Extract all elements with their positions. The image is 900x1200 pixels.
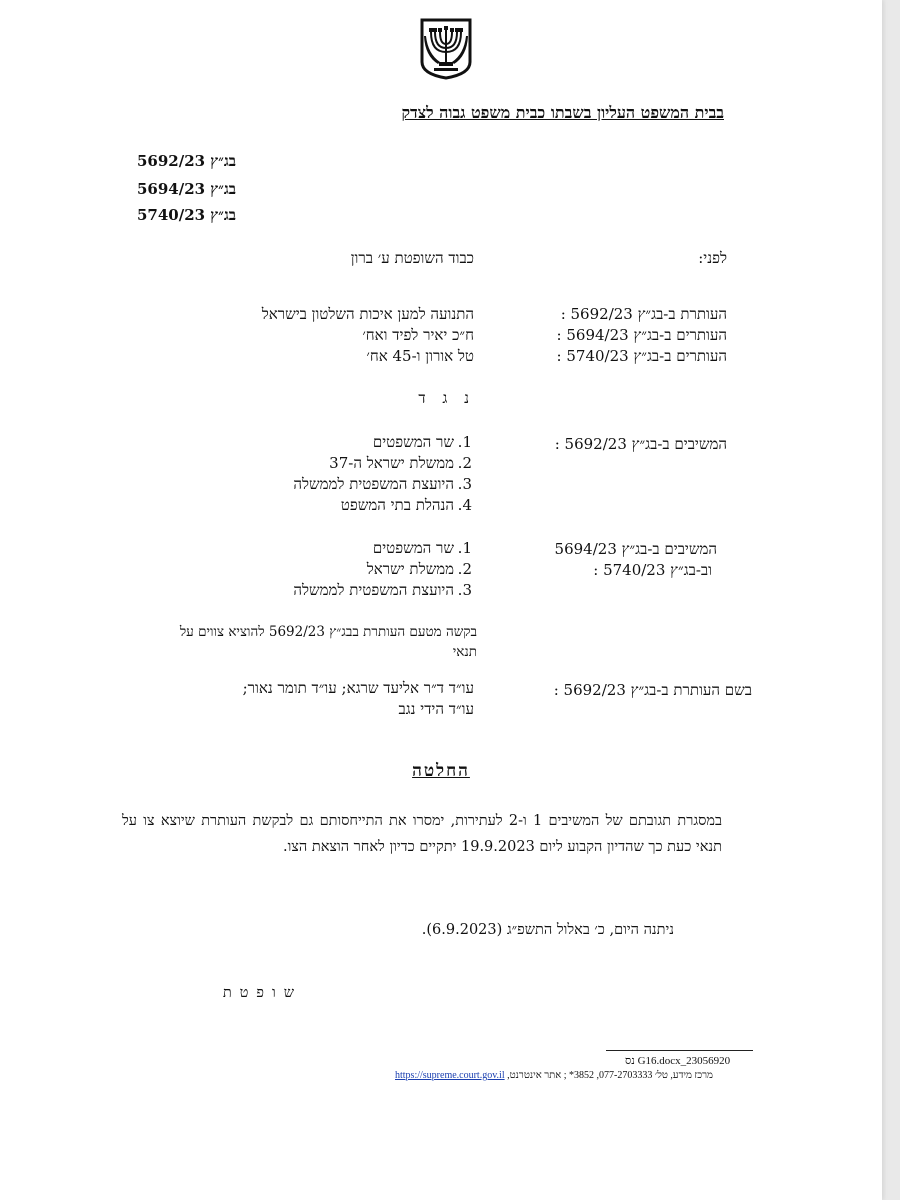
- petitioner-name-3: טל אורון ו-45 אח׳: [366, 347, 474, 365]
- website-link[interactable]: https://supreme.court.gov.il: [395, 1070, 505, 1081]
- court-title: בבית המשפט העליון בשבתו כבית משפט גבוה לצדק: [401, 103, 724, 122]
- respondents-list-1: [293, 432, 472, 516]
- case-number-3: בג״ץ 5740/23: [136, 206, 236, 224]
- list-item: 2.ממשלת ישראל ה-37: [329, 454, 472, 472]
- list-item: 1.שר המשפטים: [372, 433, 472, 451]
- decision-heading: החלטה: [412, 761, 470, 781]
- state-emblem-icon: [420, 18, 472, 80]
- petitioner-name-1: התנועה למען איכות השלטון בישראל: [261, 305, 474, 323]
- footer-contact: [395, 1070, 713, 1081]
- respondents-label-2a: המשיבים ב-בג״ץ 5694/23: [554, 540, 717, 558]
- list-item: 2.ממשלת ישראל: [366, 560, 472, 578]
- case-number-2: בג״ץ 5694/23: [136, 180, 236, 198]
- counsel-line-2: עו״ד הידי נגב: [398, 700, 474, 718]
- footer-file-name: 23056920_G16.docx נס: [625, 1055, 731, 1067]
- petitioner-label-1: העותרת ב-בג״ץ 5692/23 :: [560, 305, 727, 323]
- judge-name: כבוד השופטת ע׳ ברון: [350, 249, 474, 267]
- versus-text: נ ג ד: [418, 389, 475, 407]
- respondents-label-2b: וב-בג״ץ 5740/23 :: [593, 561, 712, 579]
- petitioner-label-2: העותרים ב-בג״ץ 5694/23 :: [556, 326, 727, 344]
- footer-contact-text: מרכז מידע, טל׳ 077-2703333, 3852* ; אתר אינטרנט,: [507, 1070, 713, 1081]
- decision-body: במסגרת תגובתם של המשיבים 1 ו-2 לעתירות, ימסרו את התייחסותם גם לבקשת העותרת שיוצא צו על תנאי כעת כך שהדיון הקבוע ליום 19.9.2023 יתקיים כדיון לאחר הוצאת הצו.: [122, 813, 722, 855]
- footer-divider: [606, 1050, 753, 1051]
- counsel-label: בשם העותרת ב-בג״ץ 5692/23 :: [553, 681, 752, 699]
- list-item: 4.הנהלת בתי המשפט: [340, 496, 472, 514]
- petitioner-name-2: ח״כ יאיר לפיד ואח׳: [362, 326, 474, 344]
- respondents-label-1: המשיבים ב-בג״ץ 5692/23 :: [554, 435, 727, 453]
- before-label: לפני:: [698, 249, 727, 267]
- given-date: ניתנה היום, כ׳ באלול התשפ״ג (6.9.2023).: [421, 922, 674, 938]
- case-number-1: בג״ץ 5692/23: [136, 152, 236, 170]
- counsel-line-1: עו״ד ד״ר אליעד שרגא; עו״ד תומר נאור;: [242, 679, 474, 697]
- list-item: 1.שר המשפטים: [372, 539, 472, 557]
- petitioner-label-3: העותרים ב-בג״ץ 5740/23 :: [556, 347, 727, 365]
- respondents-list-2: [293, 538, 472, 601]
- list-item: 3.היועצת המשפטית לממשלה: [293, 475, 472, 493]
- list-item: 3.היועצת המשפטית לממשלה: [293, 581, 472, 599]
- request-text: בקשה מטעם העותרת בבג״ץ 5692/23 להוציא צווים על תנאי: [179, 624, 477, 660]
- signature-title: שופטת: [222, 985, 302, 1001]
